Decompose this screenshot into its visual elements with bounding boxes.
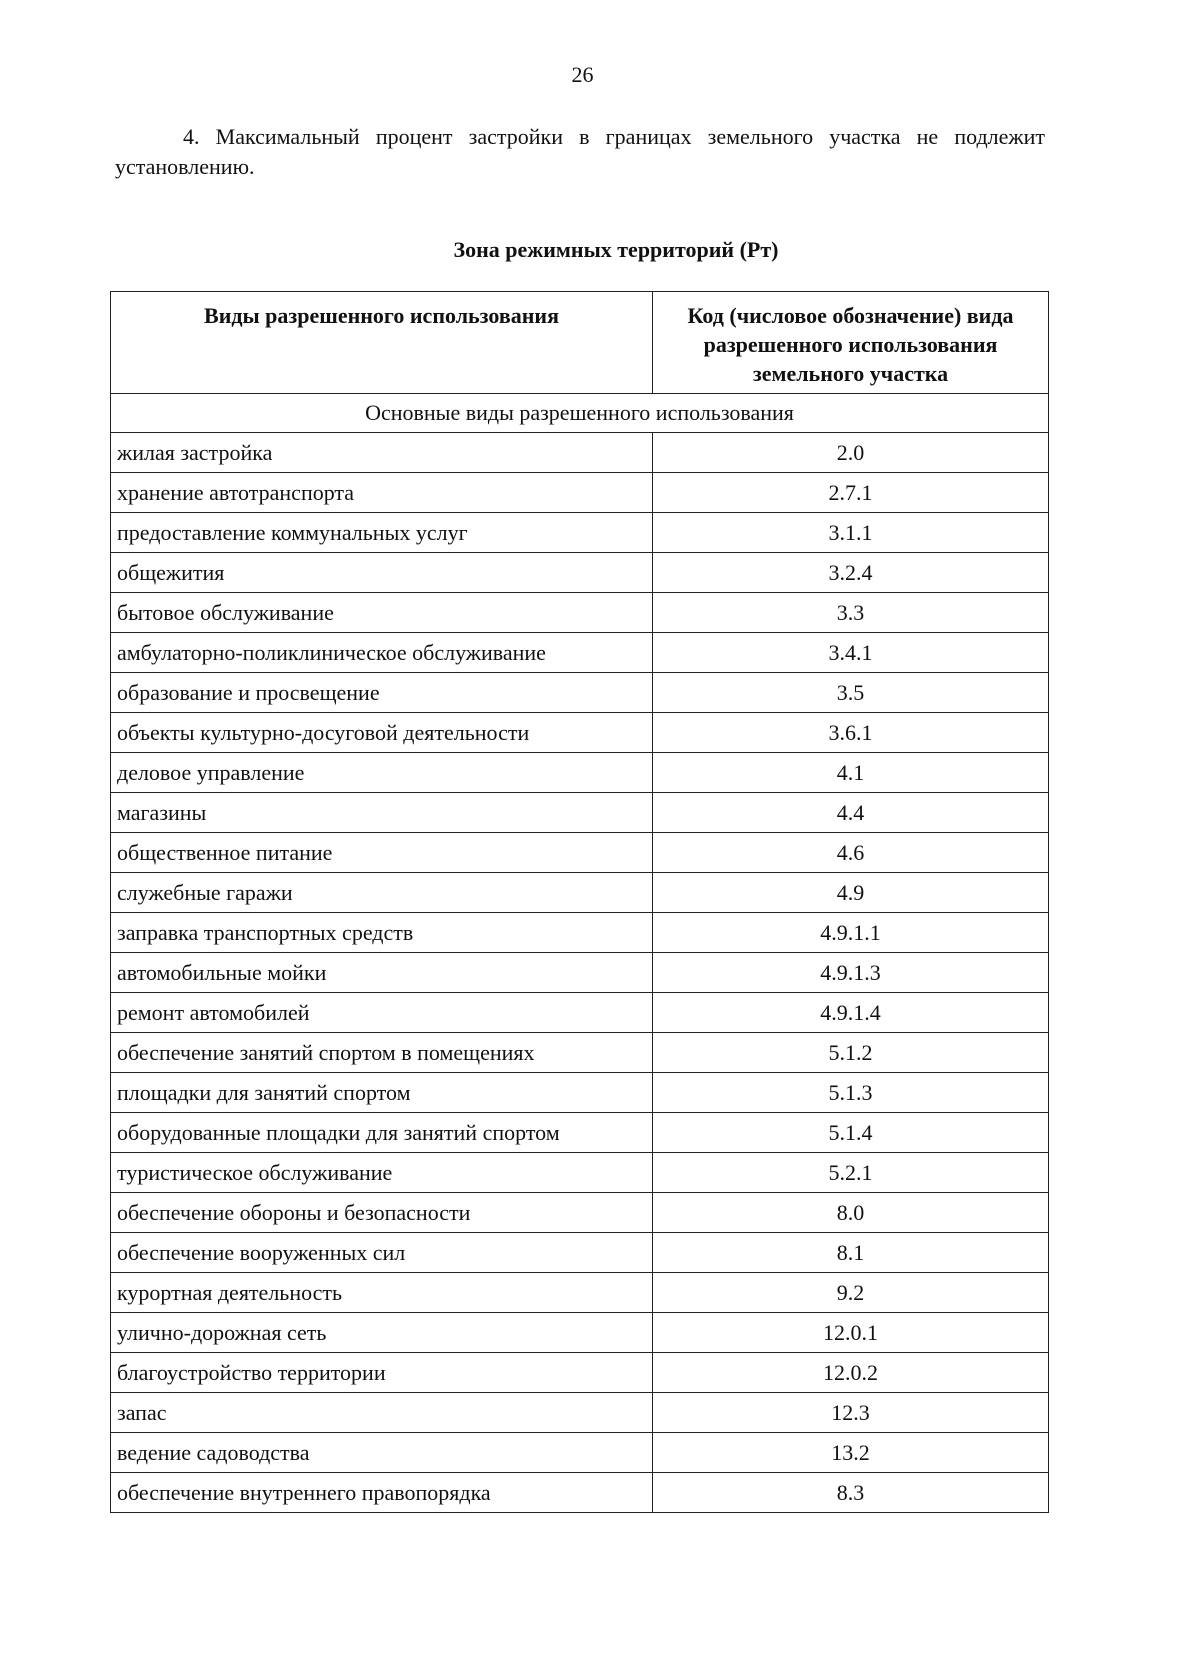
use-type-name: бытовое обслуживание [111,593,653,633]
use-type-name: ремонт автомобилей [111,993,653,1033]
table-row [111,953,1049,993]
table-row [111,913,1049,953]
table-row [111,713,1049,753]
table-row [111,1073,1049,1113]
use-type-name: деловое управление [111,753,653,793]
table-row [111,553,1049,593]
use-type-name: жилая застройка [111,433,653,473]
header-use-types: Виды разрешенного использования [111,292,653,394]
paragraph-max-building-percent: 4. Максимальный процент застройки в границах земельного участка не подлежит установлению. [115,124,1045,179]
use-type-code: 12.0.2 [653,1353,1049,1393]
use-type-name: улично-дорожная сеть [111,1313,653,1353]
use-type-code: 12.0.1 [653,1313,1049,1353]
use-type-code: 4.9 [653,873,1049,913]
use-type-code: 4.9.1.4 [653,993,1049,1033]
use-type-code: 4.4 [653,793,1049,833]
table-row [111,1113,1049,1153]
use-type-name: заправка транспортных средств [111,913,653,953]
table-row [111,1353,1049,1393]
use-type-name: запас [111,1393,653,1433]
use-type-code: 5.1.3 [653,1073,1049,1113]
use-type-name: служебные гаражи [111,873,653,913]
use-type-code: 5.1.4 [653,1113,1049,1153]
table-row [111,633,1049,673]
use-type-name: площадки для занятий спортом [111,1073,653,1113]
use-type-code: 8.1 [653,1233,1049,1273]
permitted-uses-table [110,291,1049,1513]
use-type-name: магазины [111,793,653,833]
table-row [111,1393,1049,1433]
use-type-code: 8.3 [653,1473,1049,1513]
table-row [111,1193,1049,1233]
use-type-name: благоустройство территории [111,1353,653,1393]
use-type-code: 4.9.1.1 [653,913,1049,953]
use-type-code: 2.7.1 [653,473,1049,513]
section-row [111,394,1049,433]
use-type-code: 2.0 [653,433,1049,473]
header-use-code: Код (числовое обозначение) вида разрешенного использования земельного участка [653,292,1049,394]
zone-title: Зона режимных территорий (Рт) [453,237,779,262]
use-type-name: обеспечение вооруженных сил [111,1233,653,1273]
table-row [111,1433,1049,1473]
table-row [111,1033,1049,1073]
use-type-name: ведение садоводства [111,1433,653,1473]
use-type-code: 4.1 [653,753,1049,793]
use-type-code: 12.3 [653,1393,1049,1433]
use-type-code: 3.4.1 [653,633,1049,673]
use-type-name: образование и просвещение [111,673,653,713]
use-type-name: объекты культурно-досуговой деятельности [111,713,653,753]
table-row [111,793,1049,833]
table-row [111,593,1049,633]
use-type-name: туристическое обслуживание [111,1153,653,1193]
use-type-code: 8.0 [653,1193,1049,1233]
use-type-name: курортная деятельность [111,1273,653,1313]
table-row [111,993,1049,1033]
table-header-row [111,292,1049,394]
use-type-name: обеспечение занятий спортом в помещениях [111,1033,653,1073]
table-row [111,1153,1049,1193]
table-row [111,673,1049,713]
table-body [111,394,1049,1513]
use-type-name: оборудованные площадки для занятий спортом [111,1113,653,1153]
table-row [111,1273,1049,1313]
use-type-name: предоставление коммунальных услуг [111,513,653,553]
use-type-code: 3.5 [653,673,1049,713]
use-type-code: 4.6 [653,833,1049,873]
table-row [111,833,1049,873]
use-type-code: 3.1.1 [653,513,1049,553]
use-type-code: 3.2.4 [653,553,1049,593]
use-type-name: автомобильные мойки [111,953,653,993]
use-type-code: 5.2.1 [653,1153,1049,1193]
use-type-code: 4.9.1.3 [653,953,1049,993]
use-type-name: хранение автотранспорта [111,473,653,513]
use-type-code: 3.6.1 [653,713,1049,753]
use-type-name: общественное питание [111,833,653,873]
table-row [111,513,1049,553]
table-row [111,1473,1049,1513]
page-number: 26 [571,62,594,87]
use-type-name: общежития [111,553,653,593]
use-type-name: обеспечение внутреннего правопорядка [111,1473,653,1513]
use-type-code: 9.2 [653,1273,1049,1313]
table-row [111,473,1049,513]
table-row [111,433,1049,473]
table-row [111,1313,1049,1353]
use-type-code: 3.3 [653,593,1049,633]
use-type-name: амбулаторно-поликлиническое обслуживание [111,633,653,673]
table-row [111,1233,1049,1273]
use-type-code: 5.1.2 [653,1033,1049,1073]
use-type-name: обеспечение обороны и безопасности [111,1193,653,1233]
use-type-code: 13.2 [653,1433,1049,1473]
table-row [111,753,1049,793]
section-title: Основные виды разрешенного использования [111,394,1049,433]
table-row [111,873,1049,913]
